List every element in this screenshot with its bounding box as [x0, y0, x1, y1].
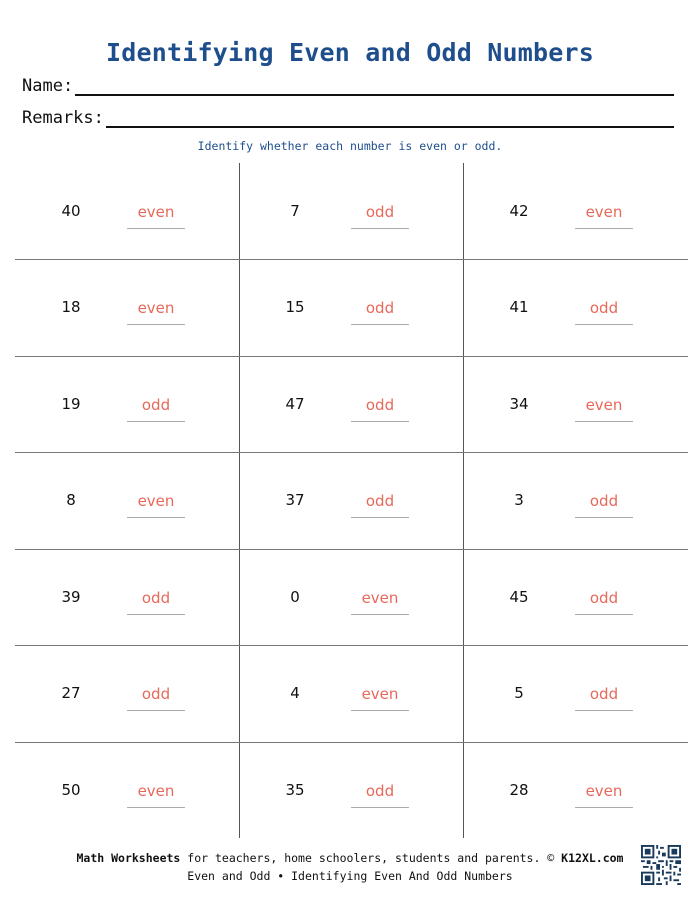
answer-field[interactable]: odd — [351, 490, 409, 518]
problem-cell — [15, 163, 239, 259]
name-line[interactable] — [75, 78, 674, 96]
problem-number: 8 — [66, 491, 76, 510]
problem-number: 18 — [61, 298, 81, 317]
problem-number: 35 — [285, 780, 305, 799]
problem-number: 5 — [514, 684, 524, 703]
answer-field[interactable]: odd — [351, 394, 409, 422]
worksheet-title: Identifying Even and Odd Numbers — [105, 38, 595, 67]
footer-credits — [0, 851, 700, 865]
problem-number: 4 — [290, 684, 300, 703]
answer-field[interactable]: odd — [127, 683, 185, 711]
answer-field[interactable]: odd — [351, 780, 409, 808]
answer-field[interactable]: even — [127, 297, 185, 325]
problem-cell — [463, 163, 687, 259]
answer-field[interactable]: odd — [575, 490, 633, 518]
answer-field[interactable]: even — [127, 201, 185, 229]
problem-number: 45 — [509, 587, 529, 606]
problem-cell — [239, 259, 463, 355]
problem-grid — [15, 163, 688, 838]
problem-number: 42 — [509, 202, 529, 220]
answer-field[interactable]: odd — [127, 394, 185, 422]
qr-code-icon — [641, 845, 681, 885]
problem-number: 0 — [290, 587, 300, 606]
answer-field[interactable]: odd — [575, 297, 633, 325]
problem-cell — [239, 356, 463, 452]
answer-field[interactable]: odd — [575, 683, 633, 711]
problem-number: 39 — [61, 587, 81, 606]
answer-field[interactable]: odd — [351, 297, 409, 325]
footer-tagline: for teachers, home schoolers, students and parents. © — [180, 851, 562, 865]
problem-cell — [239, 163, 463, 259]
problem-cell — [15, 259, 239, 355]
problem-number: 28 — [509, 780, 529, 799]
answer-field[interactable]: odd — [575, 587, 633, 615]
problem-number: 37 — [285, 491, 305, 510]
name-field — [22, 76, 674, 96]
footer-subtitle: Even and Odd • Identifying Even And Odd Numbers — [187, 869, 513, 883]
answer-field[interactable]: even — [575, 780, 633, 808]
problem-cell — [463, 452, 687, 548]
problem-number: 40 — [61, 202, 81, 220]
problem-cell — [239, 452, 463, 548]
answer-field[interactable]: even — [575, 201, 633, 229]
remarks-line[interactable] — [106, 110, 674, 128]
remarks-field — [22, 108, 674, 128]
problem-number: 47 — [285, 394, 305, 413]
name-label: Name: — [22, 76, 74, 96]
remarks-label: Remarks: — [22, 108, 104, 128]
footer-site-link[interactable]: K12XL.com — [561, 851, 624, 865]
problem-cell — [15, 645, 239, 741]
answer-field[interactable]: even — [127, 780, 185, 808]
problem-cell — [463, 742, 687, 838]
problem-cell — [15, 549, 239, 645]
instructions: Identify whether each number is even or odd. — [197, 139, 503, 153]
problem-cell — [239, 549, 463, 645]
footer-brand: Math Worksheets — [76, 851, 181, 865]
problem-cell — [463, 645, 687, 741]
answer-field[interactable]: odd — [351, 201, 409, 229]
problem-cell — [463, 549, 687, 645]
answer-field[interactable]: even — [351, 683, 409, 711]
problem-cell — [239, 742, 463, 838]
problem-number: 34 — [509, 394, 529, 413]
problem-number: 15 — [285, 298, 305, 317]
answer-field[interactable]: even — [351, 587, 409, 615]
problem-cell — [15, 452, 239, 548]
problem-number: 19 — [61, 394, 81, 413]
problem-cell — [239, 645, 463, 741]
problem-cell — [463, 356, 687, 452]
problem-number: 27 — [61, 684, 81, 703]
problem-number: 41 — [509, 298, 529, 317]
problem-number: 50 — [61, 780, 81, 799]
problem-cell — [15, 356, 239, 452]
problem-number: 7 — [290, 202, 300, 220]
problem-cell — [15, 742, 239, 838]
problem-number: 3 — [514, 491, 524, 510]
answer-field[interactable]: odd — [127, 587, 185, 615]
answer-field[interactable]: even — [575, 394, 633, 422]
answer-field[interactable]: even — [127, 490, 185, 518]
problem-cell — [463, 259, 687, 355]
